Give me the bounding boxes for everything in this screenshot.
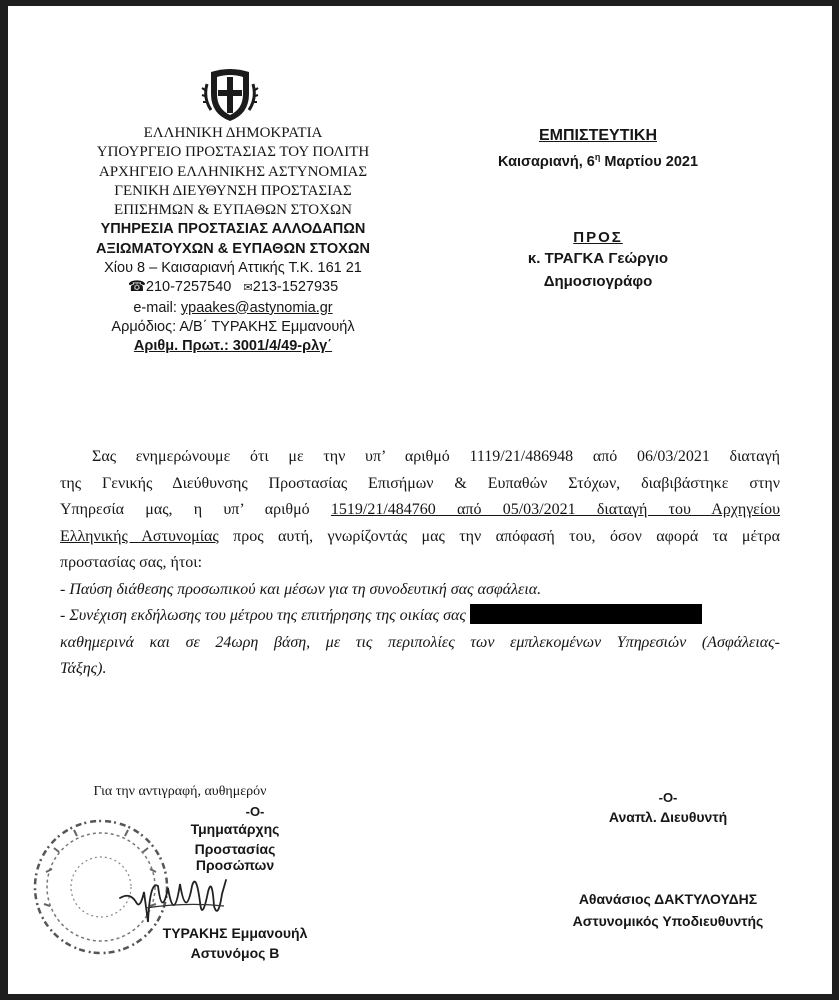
signatory-title: Αναπλ. Διευθυντή bbox=[608, 809, 728, 825]
letter-body bbox=[60, 444, 780, 683]
measure-item-continued: Τάξης). bbox=[60, 660, 107, 677]
recipient-name: κ. ΤΡΑΓΚΑ Γεώργιο bbox=[527, 249, 669, 267]
phone-number: 210-7257540 bbox=[145, 279, 232, 296]
referenced-order: 1519/21/484760 από 05/03/2021 διαταγή του Αρχηγείου bbox=[330, 501, 781, 518]
o-mark: -Ο- bbox=[658, 790, 678, 805]
signatory-title: Προστασίας Προσώπων bbox=[194, 841, 276, 873]
body-line: της Γενικής Διεύθυνσης Προστασίας Επισήμων & Ευπαθών Στόχων, διαβιβάστηκε στην bbox=[60, 474, 780, 492]
service-name: ΑΞΙΩΜΑΤΟΥΧΩΝ & ΕΥΠΑΘΩΝ ΣΤΟΧΩΝ bbox=[96, 240, 370, 257]
copy-certification-block bbox=[50, 784, 310, 961]
email-label: e-mail: bbox=[133, 299, 177, 316]
header-line: ΑΡΧΗΓΕΙΟ ΕΛΛΗΝΙΚΗΣ ΑΣΤΥΝΟΜΙΑΣ bbox=[98, 163, 368, 180]
place-date-sup: η bbox=[594, 152, 601, 162]
protocol-number: Αριθμ. Πρωτ.: 3001/4/49-ρλγ΄ bbox=[133, 338, 333, 355]
director-signature-block bbox=[538, 790, 798, 929]
place-date-prefix: Καισαριανή, 6 bbox=[497, 153, 595, 170]
email-line bbox=[68, 299, 398, 318]
redacted-address-bar bbox=[470, 604, 702, 624]
responsible-officer: Αρμόδιος: Α/Β΄ ΤΥΡΑΚΗΣ Εμμανουήλ bbox=[111, 318, 355, 335]
body-line: Σας ενημερώνουμε ότι με την υπ’ αριθμό 1119/21/486948 από 06/03/2021 διαταγή bbox=[92, 448, 780, 465]
measure-item-continued: καθημερινά και σε 24ωρη βάση, με τις περιπολίες των εμπλεκομένων Υπηρεσιών (Ασφάλειας- bbox=[60, 633, 780, 651]
signatory-name: ΤΥΡΑΚΗΣ Εμμανουήλ bbox=[162, 925, 308, 941]
signatory-title: Τμηματάρχης bbox=[190, 821, 280, 837]
service-name: ΥΠΗΡΕΣΙΑ ΠΡΟΣΤΑΣΙΑΣ ΑΛΛΟΔΑΠΩΝ bbox=[100, 221, 366, 238]
greek-coat-of-arms-icon bbox=[201, 64, 259, 124]
referenced-authority: Ελληνικής Αστυνομίας bbox=[60, 527, 219, 545]
signatory-name: Αθανάσιος ΔΑΚΤΥΛΟΥΔΗΣ bbox=[578, 891, 758, 907]
body-line: προστασίας σας, ήτοι: bbox=[60, 554, 203, 571]
place-date-suffix: Μαρτίου 2021 bbox=[600, 153, 699, 170]
to-label: ΠΡΟΣ bbox=[573, 228, 623, 246]
body-line bbox=[60, 497, 780, 524]
body-text-span: προς αυτή, γνωρίζοντάς μας την απόφασή του, όσον αφορά τα μέτρα bbox=[218, 527, 780, 545]
measure-item: - Παύση διάθεσης προσωπικού και μέσων για τη συνοδευτική σας ασφάλεια. bbox=[60, 580, 542, 598]
header-line: ΓΕΝΙΚΗ ΔΙΕΥΘΥΝΣΗ ΠΡΟΣΤΑΣΙΑΣ bbox=[114, 182, 352, 199]
place-date bbox=[448, 146, 748, 173]
telephone-icon: ☎ bbox=[127, 279, 146, 296]
signatory-rank: Αστυνομικός Υποδιευθυντής bbox=[572, 913, 764, 929]
signatory-rank: Αστυνόμος Β bbox=[190, 945, 280, 961]
o-mark: -Ο- bbox=[245, 804, 265, 819]
recipient-block bbox=[448, 126, 748, 290]
fax-number: 213-1527935 bbox=[252, 279, 339, 296]
body-line bbox=[60, 524, 780, 551]
body-text-span: Υπηρεσία μας, η υπ’ αριθμό bbox=[60, 501, 331, 518]
fax-icon: ✉ bbox=[243, 282, 253, 295]
header-line: ΥΠΟΥΡΓΕΙΟ ΠΡΟΣΤΑΣΙΑΣ ΤΟΥ ΠΟΛΙΤΗ bbox=[96, 144, 370, 161]
measure-item bbox=[60, 603, 780, 630]
copy-note: Για την αντιγραφή, αυθημερόν bbox=[93, 784, 267, 799]
issuing-authority-block bbox=[68, 124, 398, 357]
classification-label: ΕΜΠΙΣΤΕΥΤΙΚΗ bbox=[538, 127, 658, 144]
recipient-role: Δημοσιογράφο bbox=[543, 272, 653, 290]
document-page bbox=[8, 6, 832, 994]
contact-phones bbox=[68, 278, 398, 298]
header-line: ΕΛΛΗΝΙΚΗ ΔΗΜΟΚΡΑΤΙΑ bbox=[143, 125, 323, 141]
measure-text: - Συνέχιση εκδήλωσης του μέτρου της επιτήρησης της οικίας σας bbox=[60, 607, 466, 624]
header-line: ΕΠΙΣΗΜΩΝ & ΕΥΠΑΘΩΝ ΣΤΟΧΩΝ bbox=[114, 202, 352, 219]
email-link[interactable]: ypaakes@astynomia.gr bbox=[180, 299, 333, 316]
address: Χίου 8 – Καισαριανή Αττικής Τ.Κ. 161 21 bbox=[104, 260, 362, 277]
